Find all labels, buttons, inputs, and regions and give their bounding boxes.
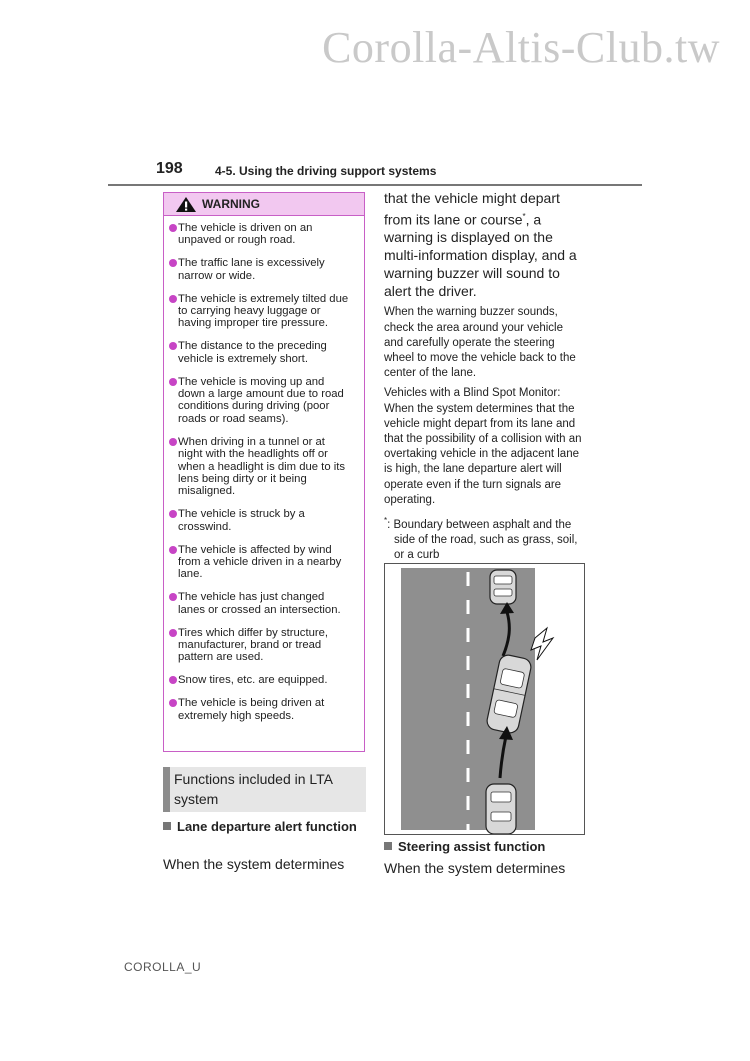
lane-departure-illustration bbox=[384, 563, 585, 835]
alert-paragraph bbox=[384, 190, 584, 300]
warning-box bbox=[163, 192, 365, 752]
functions-heading: Functions included in LTA system bbox=[163, 767, 366, 812]
steering-assist-text: When the system determines bbox=[384, 860, 566, 876]
footnote-star: * bbox=[384, 516, 388, 526]
warning-item: The distance to the preceding vehicle is extremely short. bbox=[168, 340, 352, 365]
warning-list bbox=[164, 216, 364, 722]
blind-spot-paragraph: Vehicles with a Blind Spot Monitor: When the system determines that the vehicle might depart from its lane and that the possibility of a collision with an overtaking vehicle in the adjacent lane is high, the lane departure alert will operate even if the turn signals are operating. bbox=[384, 387, 582, 506]
warning-item: The vehicle is extremely tilted due to carrying heavy luggage or having improper tire pressure. bbox=[168, 293, 352, 330]
car-bottom bbox=[486, 784, 516, 834]
warning-item: Tires which differ by structure, manufacturer, brand or tread pattern are used. bbox=[168, 627, 352, 664]
warning-item: Snow tires, etc. are equipped. bbox=[168, 674, 352, 686]
warning-item: When driving in a tunnel or at night with the headlights off or when a headlight is dim due to its lens being dirty or it being misaligned. bbox=[168, 436, 352, 498]
right-column bbox=[384, 190, 584, 564]
warning-item: The vehicle is affected by wind from a vehicle driven in a nearby lane. bbox=[168, 544, 352, 581]
lane-departure-heading-text: Lane departure alert function bbox=[177, 819, 357, 834]
alert-text-start: that the vehicle might depart from its lane or course bbox=[384, 190, 560, 228]
steering-assist-heading-text: Steering assist function bbox=[398, 839, 546, 854]
footnote-mark: * bbox=[522, 211, 526, 221]
section-title: 4-5. Using the driving support systems bbox=[215, 164, 437, 178]
footer-code: COROLLA_U bbox=[124, 960, 202, 974]
page-header bbox=[108, 158, 642, 186]
buzzer-paragraph: When the warning buzzer sounds, check the area around your vehicle and carefully operate the steering wheel to move the vehicle back to the center of the lane. bbox=[384, 306, 576, 380]
page-number: 198 bbox=[156, 160, 183, 177]
warning-item: The vehicle is struck by a crosswind. bbox=[168, 508, 352, 533]
warning-item: The vehicle is driven on an unpaved or rough road. bbox=[168, 222, 352, 247]
warning-triangle-icon bbox=[175, 196, 197, 213]
steering-assist-heading bbox=[384, 838, 584, 855]
warning-header bbox=[164, 193, 364, 216]
footnote bbox=[384, 513, 584, 563]
warning-item: The vehicle has just changed lanes or crossed an intersection. bbox=[168, 591, 352, 616]
warning-title: WARNING bbox=[202, 197, 260, 211]
square-bullet-icon bbox=[384, 842, 392, 850]
alert-text-end: , a warning is displayed on the multi-information display, and a warning buzzer will sound to alert the driver. bbox=[384, 211, 577, 299]
square-bullet-icon bbox=[163, 822, 171, 830]
warning-item: The vehicle is being driven at extremely high speeds. bbox=[168, 697, 352, 722]
car-top bbox=[490, 570, 516, 604]
lane-departure-text: When the system determines bbox=[163, 856, 345, 872]
road-diagram bbox=[385, 564, 584, 834]
watermark: Corolla-Altis-Club.tw bbox=[322, 23, 720, 72]
lane-departure-heading bbox=[163, 818, 363, 835]
footnote-text: : Boundary between asphalt and the side of the road, such as grass, soil, or a curb bbox=[387, 518, 578, 562]
warning-item: The vehicle is moving up and down a large amount due to road conditions during driving (poor roads or road seams). bbox=[168, 376, 352, 426]
warning-item: The traffic lane is excessively narrow or wide. bbox=[168, 257, 352, 282]
